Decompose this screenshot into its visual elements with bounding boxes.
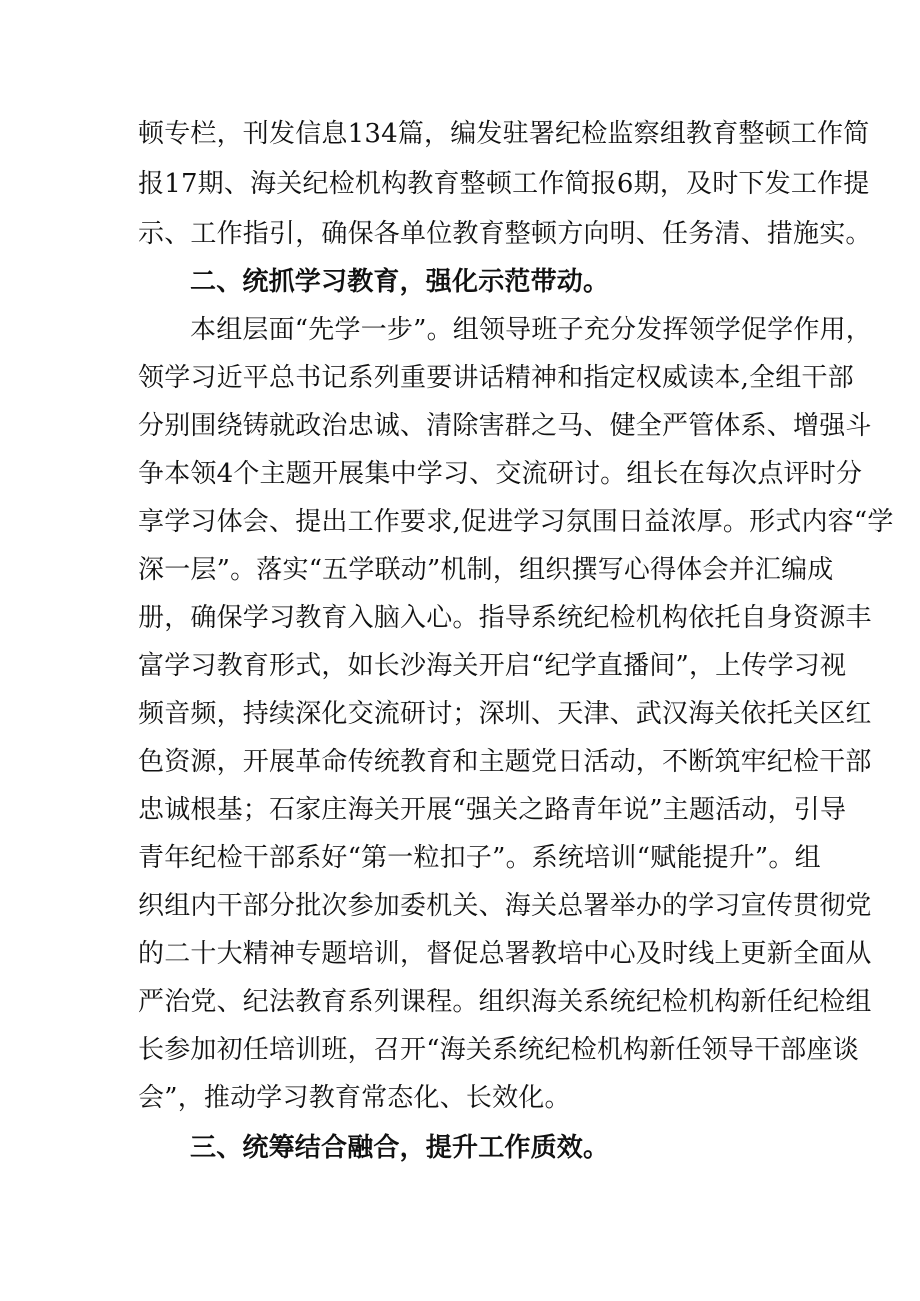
- paragraph-line-17: 织组内干部分批次参加委机关、海关总署举办的学习宣传贯彻党: [138, 891, 872, 921]
- paragraph-line-13: 频音频，持续深化交流研讨；深圳、天津、武汉海关依托关区红: [138, 699, 872, 729]
- paragraph-line-12: 富学习教育形式，如长沙海关开启“纪学直播间”，上传学习视: [138, 651, 847, 681]
- paragraph-line-21: 会”，推动学习教育常态化、长效化。: [138, 1083, 571, 1113]
- paragraph-line-7: 分别围绕铸就政治忠诚、清除害群之马、健全严管体系、增强斗: [138, 411, 872, 441]
- paragraph-line-9: 享学习体会、提出工作要求,促进学习氛围日益浓厚。形式内容“学: [138, 507, 894, 537]
- paragraph-line-6: 领学习近平总书记系列重要讲话精神和指定权威读本,全组干部: [138, 363, 854, 393]
- paragraph-line-14: 色资源，开展革命传统教育和主题党日活动，不断筑牢纪检干部: [138, 747, 872, 777]
- paragraph-line-11: 册，确保学习教育入脑入心。指导系统纪检机构依托自身资源丰: [138, 603, 872, 633]
- section-heading-2: 二、统抓学习教育，强化示范带动。: [190, 267, 610, 297]
- paragraph-line-20: 长参加初任培训班，召开“海关系统纪检机构新任领导干部座谈: [138, 1035, 859, 1065]
- paragraph-line-3: 示、工作指引，确保各单位教育整顿方向明、任务清、措施实。: [138, 219, 872, 249]
- paragraph-line-18: 的二十大精神专题培训，督促总署教培中心及时线上更新全面从: [138, 939, 872, 969]
- paragraph-line-1: 顿专栏，刊发信息134篇，编发驻署纪检监察组教育整顿工作简: [138, 119, 870, 149]
- paragraph-line-5: 本组层面“先学一步”。组领导班子充分发挥领学促学作用，: [190, 315, 872, 345]
- paragraph-line-19: 严治党、纪法教育系列课程。组织海关系统纪检机构新任纪检组: [138, 987, 872, 1017]
- paragraph-line-2: 报17期、海关纪检机构教育整顿工作简报6期，及时下发工作提: [138, 169, 870, 199]
- paragraph-line-10: 深一层”。落实“五学联动”机制，组织撰写心得体会并汇编成: [138, 555, 834, 585]
- paragraph-line-8: 争本领4个主题开展集中学习、交流研讨。组长在每次点评时分: [138, 459, 863, 489]
- paragraph-line-16: 青年纪检干部系好“第一粒扣子”。系统培训“赋能提升”。组: [138, 843, 821, 873]
- section-heading-3: 三、统筹结合融合，提升工作质效。: [190, 1133, 610, 1163]
- paragraph-line-15: 忠诚根基；石家庄海关开展“强关之路青年说”主题活动，引导: [138, 795, 847, 825]
